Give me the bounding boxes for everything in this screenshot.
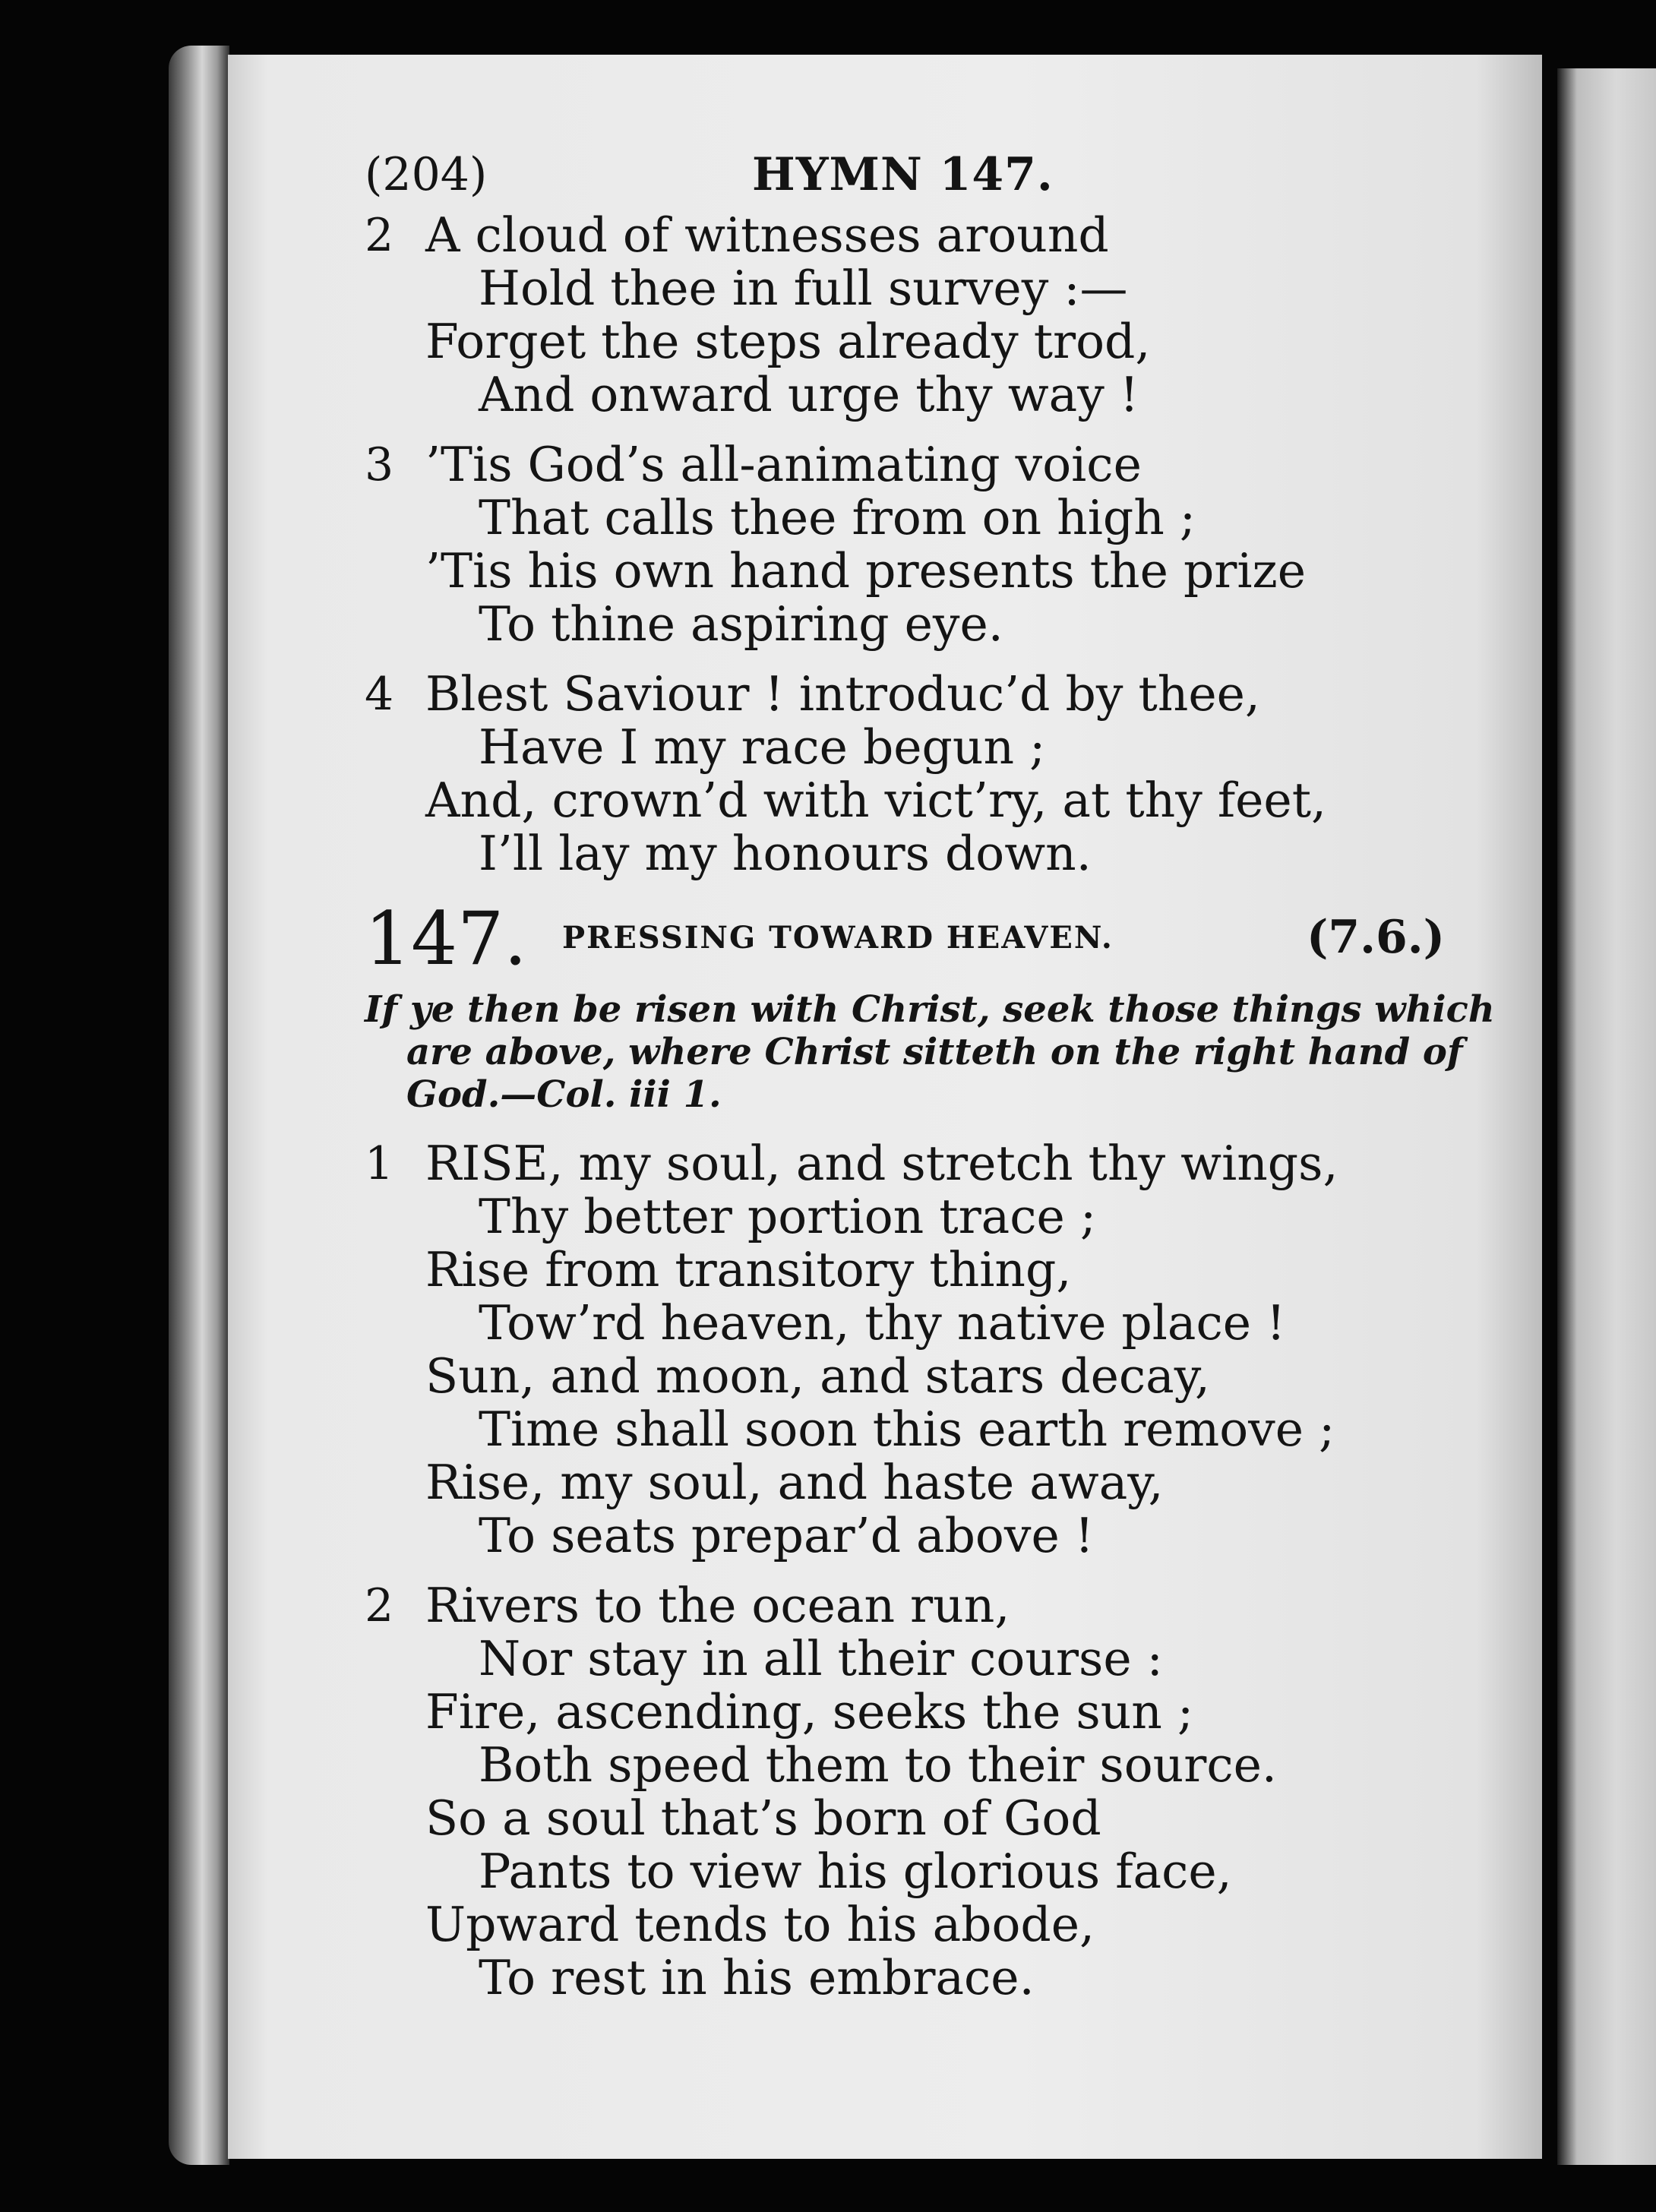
- verse-line: Thy better portion trace ;: [479, 1189, 1097, 1244]
- stanza-number: 4: [365, 668, 394, 721]
- verse-line: Blest Saviour ! introduc’d by thee,: [425, 666, 1260, 722]
- verse-line: I’ll lay my honours down.: [479, 826, 1092, 881]
- verse-line: Pants to view his glorious face,: [479, 1844, 1232, 1899]
- verse-line: To rest in his embrace.: [479, 1950, 1035, 2005]
- stanza-number: 3: [365, 438, 394, 491]
- hymn-subtitle: PRESSING TOWARD HEAVEN.: [562, 920, 1114, 956]
- verse-line: So a soul that’s born of God: [425, 1790, 1101, 1846]
- verse-line: Nor stay in all their course :: [479, 1631, 1163, 1686]
- verse-line: Rivers to the ocean run,: [425, 1578, 1010, 1633]
- verse-line: And, crown’d with vict’ry, at thy feet,: [425, 773, 1327, 828]
- verse-line: That calls thee from on high ;: [479, 490, 1196, 545]
- running-title: HYMN 147.: [752, 148, 1054, 201]
- verse-line: A cloud of witnesses around: [425, 207, 1109, 263]
- page-header: [365, 148, 1504, 209]
- stanza: [365, 1137, 1504, 1563]
- verse-line: Rise, my soul, and haste away,: [425, 1455, 1164, 1510]
- stanza-number: 2: [365, 1579, 394, 1632]
- verse-line: And onward urge thy way !: [479, 367, 1139, 422]
- verse-line: Time shall soon this earth remove ;: [479, 1401, 1335, 1457]
- stanza: [365, 1579, 1504, 2005]
- epigraph-line: God.—Col. iii 1.: [406, 1073, 722, 1116]
- page-content: [365, 148, 1504, 2021]
- verse-line: ’Tis his own hand presents the prize: [425, 543, 1307, 599]
- page-number: (204): [365, 148, 488, 201]
- stanza: [365, 209, 1504, 422]
- hymn-number: 147.: [365, 896, 527, 981]
- verse-line: Both speed them to their source.: [479, 1737, 1277, 1793]
- verse-line: ’Tis God’s all-animating voice: [425, 437, 1142, 492]
- verse-line: To seats prepar’d above !: [479, 1508, 1095, 1563]
- verse-line: Rise from transitory thing,: [425, 1242, 1072, 1297]
- stanza-number: 2: [365, 209, 394, 262]
- verse-line: RISE, my soul, and stretch thy wings,: [425, 1136, 1338, 1191]
- hymn-heading: [365, 897, 1504, 981]
- verse-line: Hold thee in full survey :—: [479, 261, 1128, 316]
- stanza-number: 1: [365, 1137, 394, 1190]
- hymn-meter: (7.6.): [1307, 911, 1446, 964]
- verse-line: Have I my race begun ;: [479, 719, 1046, 775]
- epigraph: [365, 988, 1504, 1116]
- verse-line: To thine aspiring eye.: [479, 596, 1003, 652]
- verse-line: Sun, and moon, and stars decay,: [425, 1348, 1210, 1404]
- stanza: [365, 438, 1504, 651]
- verse-line: Forget the steps already trod,: [425, 314, 1151, 369]
- adjacent-page-edge: [1557, 68, 1656, 2165]
- verse-line: Tow’rd heaven, thy native place !: [479, 1295, 1286, 1351]
- book-spine: [169, 46, 229, 2165]
- verse-line: Fire, ascending, seeks the sun ;: [425, 1684, 1194, 1740]
- verse-line: Upward tends to his abode,: [425, 1897, 1095, 1952]
- epigraph-line: are above, where Christ sitteth on the right hand of: [406, 1031, 1463, 1073]
- epigraph-line: If ye then be risen with Christ, seek those things which: [365, 988, 1495, 1031]
- stanza: [365, 668, 1504, 880]
